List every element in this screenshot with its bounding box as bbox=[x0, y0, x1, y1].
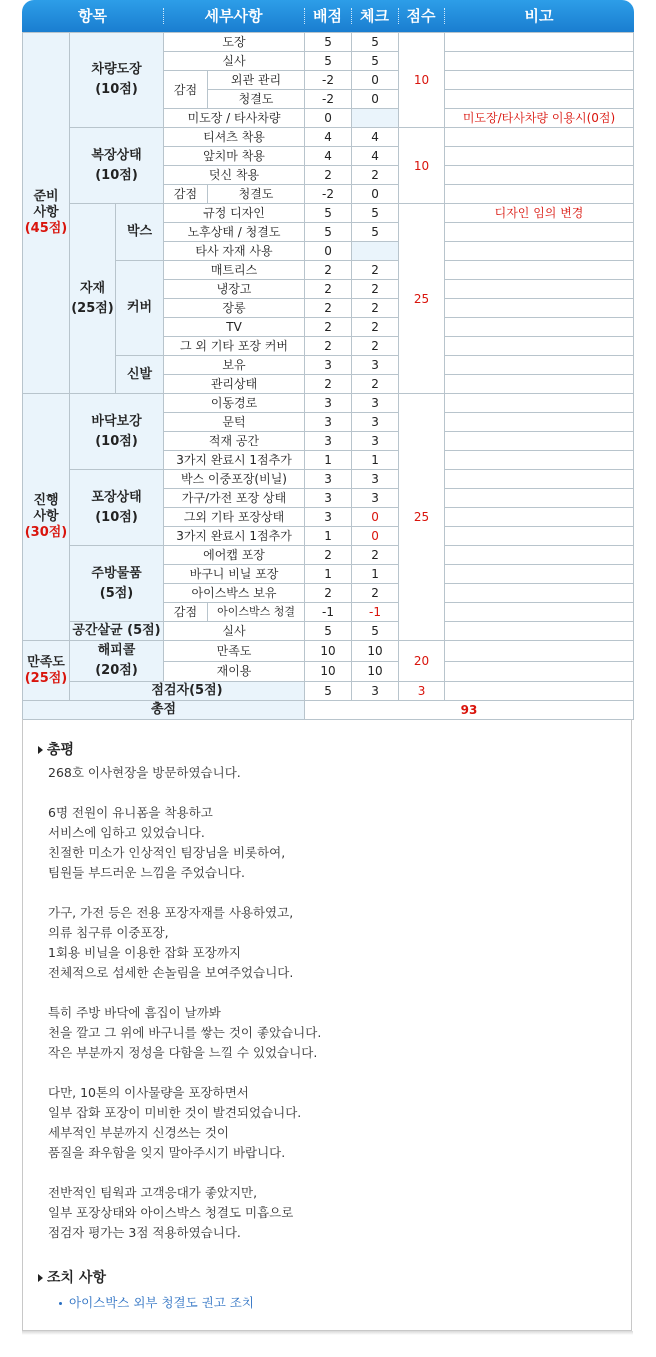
group-kitchen: 주방물품 (5점) bbox=[70, 546, 164, 622]
table-row: TV 2 2 bbox=[23, 318, 634, 337]
summary-section bbox=[22, 719, 632, 1331]
table-row: 그외 기타 포장상태 3 0 bbox=[23, 508, 634, 527]
summary-title: 총평 bbox=[38, 739, 74, 759]
subgroup-cover: 커버 bbox=[116, 261, 164, 356]
group-floor: 바닥보강 (10점) bbox=[70, 394, 164, 470]
table-row: 신발 보유 3 3 bbox=[23, 356, 634, 375]
table-row: 재이용 10 10 bbox=[23, 661, 634, 682]
table-row: 진행 사항 (30점) 바닥보강 (10점) 이동경로 3 3 25 bbox=[23, 394, 634, 413]
table-row: 실사 5 5 bbox=[23, 52, 634, 71]
table-row: 그 외 기타 포장 커버 2 2 bbox=[23, 337, 634, 356]
table-row: 감점 청결도 -2 0 bbox=[23, 185, 634, 204]
table-row: 공간살균 (5점) 실사 5 5 bbox=[23, 622, 634, 641]
bullet-dot-icon bbox=[59, 1302, 62, 1305]
table-row: 3가지 완료시 1점추가 1 1 bbox=[23, 451, 634, 470]
score-vehicle: 10 bbox=[399, 33, 445, 128]
table-row: 앞치마 착용 4 4 bbox=[23, 147, 634, 166]
table-row: 냉장고 2 2 bbox=[23, 280, 634, 299]
table-row: 포장상태 (10점) 박스 이중포장(비닐) 3 3 bbox=[23, 470, 634, 489]
table-row: 감점 아이스박스 청결 -1 -1 bbox=[23, 603, 634, 622]
header-check: 체크 bbox=[360, 7, 389, 25]
score-table bbox=[22, 32, 634, 720]
inspector-score: 3 bbox=[399, 682, 445, 701]
score-happycall: 20 bbox=[399, 641, 445, 682]
table-row: 문턱 3 3 bbox=[23, 413, 634, 432]
table-row: 3가지 완료시 1점추가 1 0 bbox=[23, 527, 634, 546]
bottom-shadow bbox=[22, 1331, 633, 1335]
table-row: 적재 공간 3 3 bbox=[23, 432, 634, 451]
total-value: 93 bbox=[305, 701, 634, 720]
table-row: 준비 사항 (45점) 차량도장 (10점) 도장 5 5 10 bbox=[23, 33, 634, 52]
section-progress: 진행 사항 (30점) bbox=[23, 394, 70, 641]
summary-text: 268호 이사현장을 방문하였습니다. 6명 전원이 유니폼을 착용하고 서비스에 임하고 있었습니다. 친절한 미소가 인상적인 팀장님을 비롯하여, 팀원들 부드러운 느낌을 주었습니다. 가구, 가전 등은 전용 포장자재를 사용하였고, 의류 침구류 이중포장, 1회용 비닐을 이용한 잡화 포장까지 전체적으로 섬세한 손놀림을 보여주었습니다. 특히 주방 바닥에 흠집이 날까봐 천을 깔고 그 위에 바구니를 쌓는 것이 좋았습니다. 작은 부분까지 정성을 다함을 느낄 수 있었습니다. 다만, 10톤의 이사물량을 포장하면서 일부 잡화 포장이 미비한 것이 발견되었습니다. 세부적인 부분까지 신경쓰는 것이 품질을 좌우함을 잊지 말아주시기 바랍니다. 전반적인 팀웍과 고객응대가 좋았지만, 일부 포장상태와 아이스박스 청결도 미흡으로 점검자 평가는 3점 적용하였습니다. bbox=[48, 765, 322, 1240]
header-points: 배점 bbox=[313, 7, 342, 25]
inspector-label: 점검자(5점) bbox=[70, 682, 305, 701]
group-attire: 복장상태 (10점) bbox=[70, 128, 164, 204]
total-label: 총점 bbox=[23, 701, 305, 720]
section-prep: 준비 사항 (45점) bbox=[23, 33, 70, 394]
table-row: 바구니 비닐 포장 1 1 bbox=[23, 565, 634, 584]
deduction-label: 감점 bbox=[164, 603, 208, 622]
action-item: 아이스박스 외부 청결도 권고 조치 bbox=[59, 1293, 254, 1311]
group-happycall: 해피콜 (20점) bbox=[70, 641, 164, 682]
table-row bbox=[23, 701, 634, 720]
score-material: 25 bbox=[399, 204, 445, 394]
table-row: 청결도 -2 0 bbox=[23, 90, 634, 109]
header-item: 항목 bbox=[78, 7, 107, 25]
table-row: 노후상태 / 청결도 5 5 bbox=[23, 223, 634, 242]
table-row: 자재 (25점) 박스 규정 디자인 5 5 25 디자인 임의 변경 bbox=[23, 204, 634, 223]
subgroup-shoe: 신발 bbox=[116, 356, 164, 394]
section-satisfaction: 만족도 (25점) bbox=[23, 641, 70, 701]
group-material: 자재 (25점) bbox=[70, 204, 116, 394]
score-progress: 25 bbox=[399, 394, 445, 641]
group-packing: 포장상태 (10점) bbox=[70, 470, 164, 546]
note-vehicle: 미도장/타사차량 이용시(0점) bbox=[445, 109, 634, 128]
deduction-label: 감점 bbox=[164, 71, 208, 109]
table-header bbox=[22, 0, 634, 32]
table-row: 만족도 (25점) 해피콜 (20점) 만족도 10 10 20 bbox=[23, 641, 634, 662]
table-row: 미도장 / 타사차량 0 미도장/타사차량 이용시(0점) bbox=[23, 109, 634, 128]
table-row: 커버 매트리스 2 2 bbox=[23, 261, 634, 280]
table-row: 덧신 착용 2 2 bbox=[23, 166, 634, 185]
table-row: 아이스박스 보유 2 2 bbox=[23, 584, 634, 603]
table-row: 장롱 2 2 bbox=[23, 299, 634, 318]
group-vehicle: 차량도장 (10점) bbox=[70, 33, 164, 128]
table-row: 타사 자재 사용 0 bbox=[23, 242, 634, 261]
triangle-bullet-icon bbox=[38, 1274, 43, 1282]
subgroup-box: 박스 bbox=[116, 204, 164, 261]
note-design: 디자인 임의 변경 bbox=[445, 204, 634, 223]
deduction-label: 감점 bbox=[164, 185, 208, 204]
table-row: 가구/가전 포장 상태 3 3 bbox=[23, 489, 634, 508]
table-row: 복장상태 (10점) 티셔츠 착용 4 4 10 bbox=[23, 128, 634, 147]
group-space: 공간살균 (5점) bbox=[70, 622, 164, 641]
actions-title: 조치 사항 bbox=[38, 1267, 106, 1287]
triangle-bullet-icon bbox=[38, 746, 43, 754]
table-row: 주방물품 (5점) 에어캡 포장 2 2 bbox=[23, 546, 634, 565]
table-row: 감점 외관 관리 -2 0 bbox=[23, 71, 634, 90]
table-row: 관리상태 2 2 bbox=[23, 375, 634, 394]
header-note: 비고 bbox=[524, 7, 554, 25]
table-row: 점검자(5점) 5 3 3 bbox=[23, 682, 634, 701]
header-detail: 세부사항 bbox=[204, 7, 263, 25]
header-score: 점수 bbox=[406, 7, 436, 25]
score-attire: 10 bbox=[399, 128, 445, 204]
